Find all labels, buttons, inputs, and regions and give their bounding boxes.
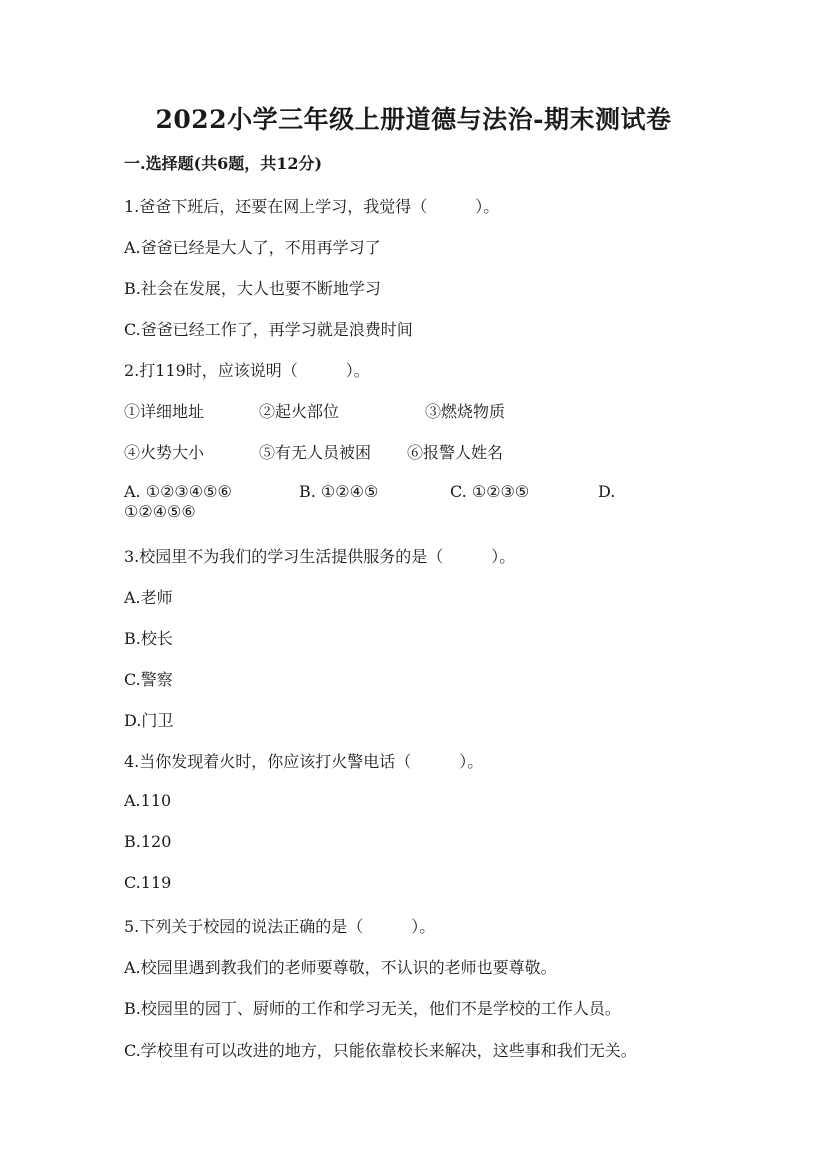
question-2-option-b: B. ①②④⑤ xyxy=(299,482,379,501)
question-4-option-a: A.110 xyxy=(124,791,172,810)
question-5-option-c: C.学校里有可以改进的地方，只能依靠校长来解决，这些事和我们无关。 xyxy=(124,1041,637,1060)
question-3-option-d: D.门卫 xyxy=(124,711,174,730)
question-1-stem: 1.爸爸下班后，还要在网上学习，我觉得（ ）。 xyxy=(124,197,500,216)
question-2-option-c: C. ①②③⑤ xyxy=(450,482,530,501)
question-2-item-2: ②起火部位 xyxy=(259,402,340,421)
question-3-stem: 3.校园里不为我们的学习生活提供服务的是（ ）。 xyxy=(124,547,516,566)
question-4-option-b: B.120 xyxy=(124,832,172,851)
question-2-item-1: ①详细地址 xyxy=(124,402,205,421)
question-3-option-c: C.警察 xyxy=(124,670,173,689)
section-heading: 一.选择题(共6题，共12分) xyxy=(124,154,323,173)
question-4-option-c: C.119 xyxy=(124,873,172,892)
question-4-stem: 4.当你发现着火时，你应该打火警电话（ ）。 xyxy=(124,752,484,771)
question-2-item-5: ⑤有无人员被困 xyxy=(259,443,372,462)
question-1-option-c: C.爸爸已经工作了，再学习就是浪费时间 xyxy=(124,320,413,339)
question-2-item-3: ③燃烧物质 xyxy=(425,402,506,421)
question-1-option-a: A.爸爸已经是大人了，不用再学习了 xyxy=(124,238,381,257)
question-2-option-a: A. ①②③④⑤⑥ xyxy=(124,482,232,501)
question-2-item-4: ④火势大小 xyxy=(124,443,205,462)
page-title: 2022小学三年级上册道德与法治-期末测试卷 xyxy=(155,105,672,134)
question-2-item-6: ⑥报警人姓名 xyxy=(407,443,504,462)
question-1-option-b: B.社会在发展，大人也要不断地学习 xyxy=(124,279,381,298)
question-5-stem: 5.下列关于校园的说法正确的是（ ）。 xyxy=(124,917,436,936)
question-3-option-a: A.老师 xyxy=(124,588,173,607)
question-3-option-b: B.校长 xyxy=(124,629,173,648)
question-5-option-a: A.校园里遇到教我们的老师要尊敬，不认识的老师也要尊敬。 xyxy=(124,958,557,977)
question-5-option-b: B.校园里的园丁、厨师的工作和学习无关，他们不是学校的工作人员。 xyxy=(124,999,621,1018)
question-2-option-d-value: ①②④⑤⑥ xyxy=(124,502,196,521)
question-2-stem: 2.打119时，应该说明（ ）。 xyxy=(124,361,370,380)
question-2-option-d: D. xyxy=(598,482,616,501)
